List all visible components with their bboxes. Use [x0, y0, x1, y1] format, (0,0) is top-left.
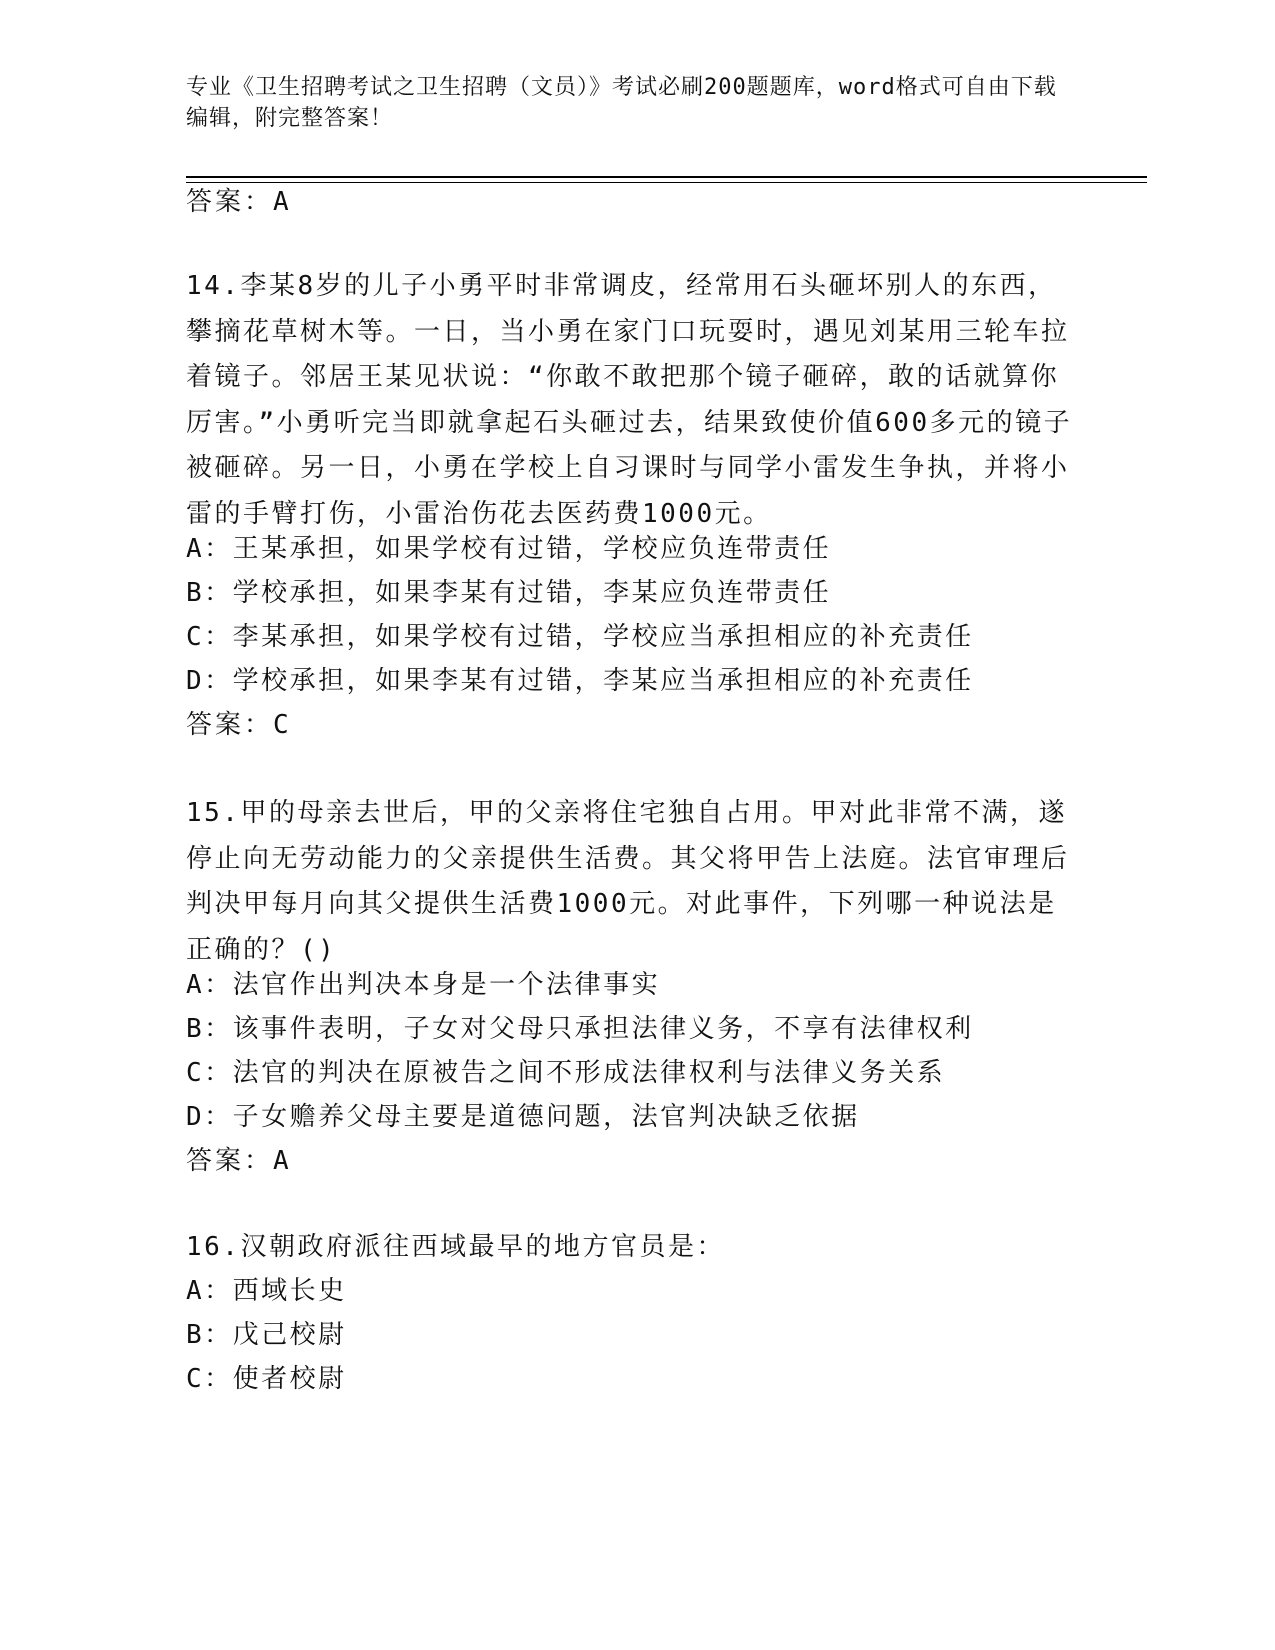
document-header: 专业《卫生招聘考试之卫生招聘（文员）》考试必刷200题题库，word格式可自由下载编辑，附完整答案！	[186, 75, 1057, 131]
question-14-stem: 14.李某8岁的儿子小勇平时非常调皮，经常用石头砸坏别人的东西，攀摘花草树木等。一日，当小勇在家门口玩耍时，遇见刘某用三轮车拉着镜子。邻居王某见状说：“你敢不敢把那个镜子砸碎，敢的话就算你厉害。”小勇听完当即就拿起石头砸过去，结果致使价值600多元的镜子被砸碎。另一日，小勇在学校上自习课时与同学小雷发生争执，并将小雷的手臂打伤，小雷治伤花去医药费1000元。	[186, 271, 1073, 529]
header-divider-thick	[186, 176, 1147, 178]
question-15-stem: 15.甲的母亲去世后，甲的父亲将住宅独自占用。甲对此非常不满，遂停止向无劳动能力的父亲提供生活费。其父将甲告上法庭。法官审理后判决甲每月向其父提供生活费1000元。对此事件，下列哪一种说法是正确的？()	[186, 798, 1070, 965]
question-15-answer: 答案：A	[186, 1146, 292, 1176]
previous-answer: 答案：A	[186, 187, 292, 217]
question-14-answer: 答案：C	[186, 710, 292, 740]
question-15-option-b: B：该事件表明，子女对父母只承担法律义务，不享有法律权利	[186, 1014, 974, 1044]
question-16-option-b: B：戊己校尉	[186, 1320, 347, 1350]
question-16-option-a: A：西域长史	[186, 1276, 347, 1306]
question-15-option-d: D：子女赡养父母主要是道德问题，法官判决缺乏依据	[186, 1102, 860, 1132]
question-14-option-d: D：学校承担，如果李某有过错，李某应当承担相应的补充责任	[186, 666, 974, 696]
question-15-option-c: C：法官的判决在原被告之间不形成法律权利与法律义务关系	[186, 1058, 946, 1088]
question-16-stem: 16.汉朝政府派往西域最早的地方官员是：	[186, 1232, 725, 1262]
header-divider-thin	[186, 182, 1147, 183]
question-14-option-a: A：王某承担，如果学校有过错，学校应负连带责任	[186, 534, 832, 564]
question-16-option-c: C：使者校尉	[186, 1364, 347, 1394]
question-15-option-a: A：法官作出判决本身是一个法律事实	[186, 970, 661, 1000]
question-14-option-b: B：学校承担，如果李某有过错，李某应负连带责任	[186, 578, 832, 608]
question-14-option-c: C：李某承担，如果学校有过错，学校应当承担相应的补充责任	[186, 622, 974, 652]
